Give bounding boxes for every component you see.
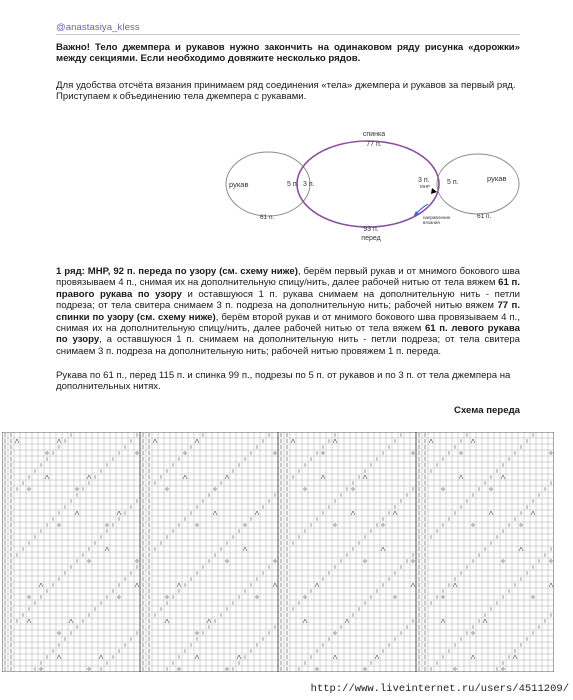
intro-text <box>56 80 520 103</box>
joining-diagram <box>215 122 540 252</box>
knitting-chart <box>2 432 554 672</box>
divider <box>56 34 520 35</box>
scheme-title: Схема переда <box>454 405 520 416</box>
right-3-label: 3 п. <box>418 177 430 184</box>
mnr-label: МНР <box>420 184 430 189</box>
knitting-chart-grid <box>2 432 554 672</box>
left-sleeve-count: 61 п. <box>260 214 275 221</box>
left-3-label: 3 п. <box>303 181 315 188</box>
row1-text-2: , берём первый рукав и от мнимого бокового шва провязываем 4 п., снимая их на дополнительную спицу/нить, далее рабочей нитью от тела вяжем <box>56 266 521 289</box>
important-note: Важно! Тело джемпера и рукавов нужно закончить на одинаковом ряду рисунка «дорожки» между секциями. Если необходимо довяжите несколько рядов. <box>56 42 520 65</box>
right-sleeve-count: 61 п. <box>477 213 492 220</box>
row1-bold-1: 1 ряд: МНР, 92 п. переда по узору (см. схему ниже) <box>56 266 298 277</box>
front-count: 93 п. <box>363 226 379 233</box>
row1-bold-7: 61 п. левого рукава по узору <box>56 323 520 346</box>
direction-label-2: вязания <box>423 220 440 225</box>
front-label: перед <box>361 235 381 242</box>
start-arrow-icon <box>431 188 437 194</box>
row1-text-4: и оставшуюся 1 п. рукава снимаем на дополнительную нить - петли подреза; от тела свитера снимаем 3 п. подреза на дополнительную нить; рабочей нитью вяжем <box>56 288 520 312</box>
intro-line-2: Приступаем к объединению тела джемпера с рукавами. <box>56 91 307 103</box>
row1-text-8: , а оставшуюся 1 п. снимаем на дополнительную нить - петли подреза; от тела свитера снимаем 3 п. подреза на дополнительную нить; рабочей нитью провяжем 1 п. переда. <box>56 334 520 357</box>
row1-bold-3: 61 п. правого рукава по узору <box>56 277 521 300</box>
author-handle[interactable]: @anastasiya_kless <box>56 22 140 33</box>
source-watermark: http://www.liveinternet.ru/users/4511209/ <box>310 683 569 695</box>
direction-label-1: направление <box>423 215 451 220</box>
left-5-label: 5 п. <box>287 181 299 188</box>
right-5-label: 5 п. <box>447 179 459 186</box>
right-sleeve-label: рукав <box>487 174 507 183</box>
row1-bold-5: 77 п. спинки по узору (см. схему ниже) <box>56 300 521 323</box>
row1-text-6: , берём второй рукав и от мнимого бокового шва провязываем 4 п., снимая их на дополнительную спицу/нить, далее рабочей нитью от тела вяжем <box>56 311 520 335</box>
back-label: спинка <box>362 131 386 138</box>
left-sleeve-label: рукав <box>229 180 249 189</box>
back-count: 77 п. <box>366 141 382 148</box>
row-1-instructions <box>56 266 520 357</box>
intro-line-1: Для удобства отсчёта вязания принимаем ряд соединения «тела» джемпера и рукавов за первый ряд. <box>56 80 516 91</box>
stitch-summary: Рукава по 61 п., перед 115 п. и спинка 99 п., подрезы по 5 п. от рукавов и по 3 п. от тела джемпера на дополнительных нитях. <box>56 370 511 393</box>
